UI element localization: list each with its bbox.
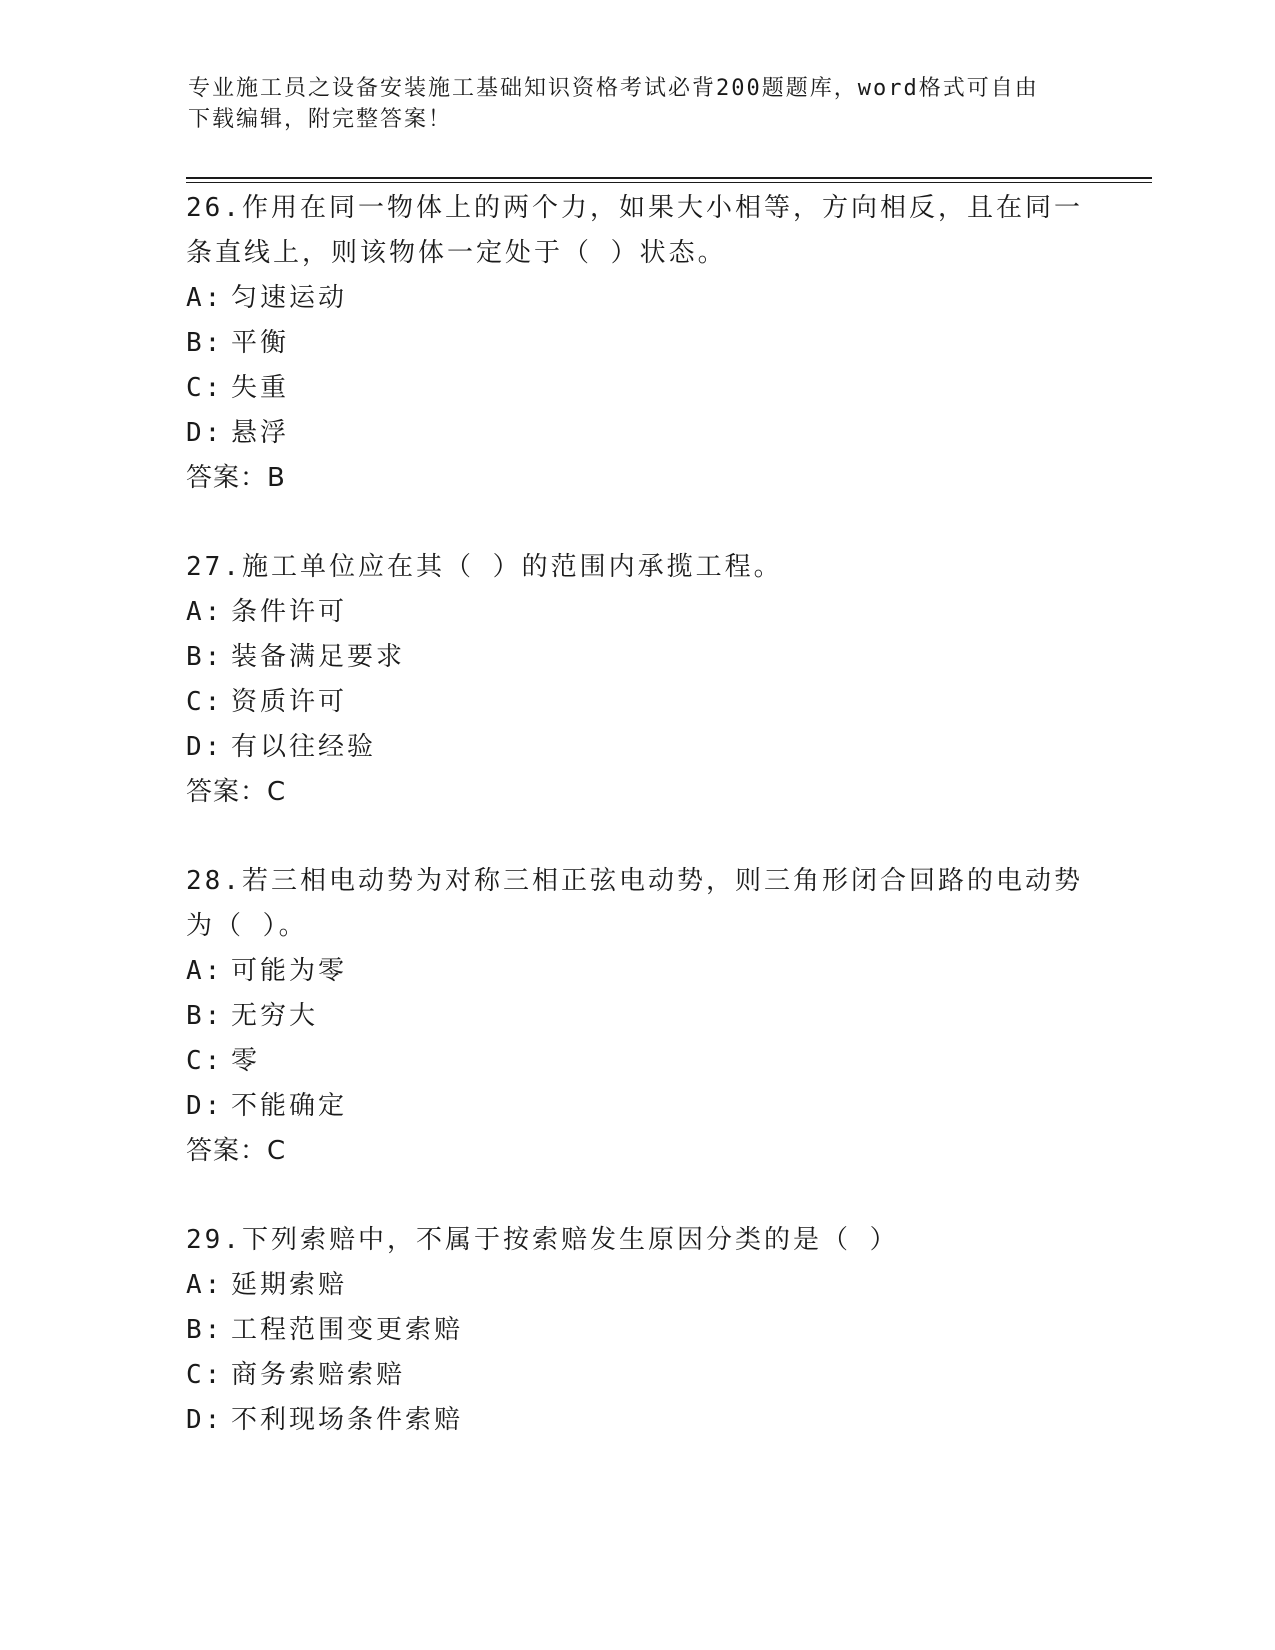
option-key: B: [186, 1315, 224, 1345]
option-text: 工程范围变更索赔 [231, 1315, 464, 1345]
header-line-1: 专业施工员之设备安装施工基础知识资格考试必背200题题库，word格式可自由 [188, 76, 1039, 101]
document-header [188, 73, 1068, 135]
answer-line: 答案：C [186, 1136, 287, 1166]
option-key: B: [186, 328, 224, 358]
option-key: B: [186, 1001, 224, 1031]
option-b [186, 635, 1106, 680]
option-text: 资质许可 [231, 687, 348, 717]
option-c [186, 366, 1106, 411]
question-stem-line: 26.作用在同一物体上的两个力，如果大小相等，方向相反，且在同一 [186, 193, 1083, 223]
option-b [186, 321, 1106, 366]
option-c [186, 680, 1106, 725]
option-text: 延期索赔 [231, 1270, 348, 1300]
option-key: C: [186, 687, 224, 717]
option-text: 失重 [231, 373, 290, 403]
option-text: 悬浮 [231, 418, 290, 448]
option-key: C: [186, 1046, 224, 1076]
answer-line: 答案：C [186, 777, 287, 807]
option-key: D: [186, 418, 224, 448]
option-key: C: [186, 373, 224, 403]
header-divider-thin [186, 182, 1152, 183]
option-key: D: [186, 732, 224, 762]
option-key: A: [186, 597, 224, 627]
question-stem-line: 为（ ）。 [186, 911, 308, 941]
option-text: 无穷大 [231, 1001, 319, 1031]
option-d [186, 411, 1106, 456]
option-key: D: [186, 1405, 224, 1435]
option-d [186, 1398, 1106, 1443]
question-27 [186, 545, 1106, 815]
option-key: C: [186, 1360, 224, 1390]
option-text: 不能确定 [231, 1091, 348, 1121]
option-key: D: [186, 1091, 224, 1121]
question-stem-line: 条直线上，则该物体一定处于（ ）状态。 [186, 238, 727, 268]
question-stem [186, 1218, 1106, 1263]
header-divider-thick [186, 177, 1152, 179]
option-text: 匀速运动 [231, 283, 348, 313]
question-29 [186, 1218, 1106, 1443]
option-key: B: [186, 642, 224, 672]
option-d [186, 725, 1106, 770]
option-text: 商务索赔索赔 [231, 1360, 406, 1390]
option-a [186, 276, 1106, 321]
question-stem-line: 27.施工单位应在其（ ）的范围内承揽工程。 [186, 552, 783, 582]
question-stem [186, 859, 1106, 949]
option-text: 零 [231, 1046, 261, 1076]
answer-line: 答案：B [186, 463, 286, 493]
question-28 [186, 859, 1106, 1174]
option-key: A: [186, 283, 224, 313]
option-key: A: [186, 956, 224, 986]
header-line-2: 下载编辑，附完整答案！ [188, 107, 453, 132]
question-26 [186, 186, 1106, 501]
option-text: 有以往经验 [231, 732, 377, 762]
option-key: A: [186, 1270, 224, 1300]
question-list [186, 186, 1106, 1487]
option-text: 装备满足要求 [231, 642, 406, 672]
option-b [186, 994, 1106, 1039]
option-a [186, 590, 1106, 635]
option-c [186, 1039, 1106, 1084]
option-text: 条件许可 [231, 597, 348, 627]
option-d [186, 1084, 1106, 1129]
option-text: 可能为零 [231, 956, 348, 986]
question-stem [186, 545, 1106, 590]
question-stem-line: 28.若三相电动势为对称三相正弦电动势，则三角形闭合回路的电动势 [186, 866, 1083, 896]
option-b [186, 1308, 1106, 1353]
option-text: 平衡 [231, 328, 290, 358]
question-stem [186, 186, 1106, 276]
question-stem-line: 29.下列索赔中，不属于按索赔发生原因分类的是（ ） [186, 1225, 899, 1255]
option-c [186, 1353, 1106, 1398]
option-a [186, 1263, 1106, 1308]
option-a [186, 949, 1106, 994]
option-text: 不利现场条件索赔 [231, 1405, 464, 1435]
